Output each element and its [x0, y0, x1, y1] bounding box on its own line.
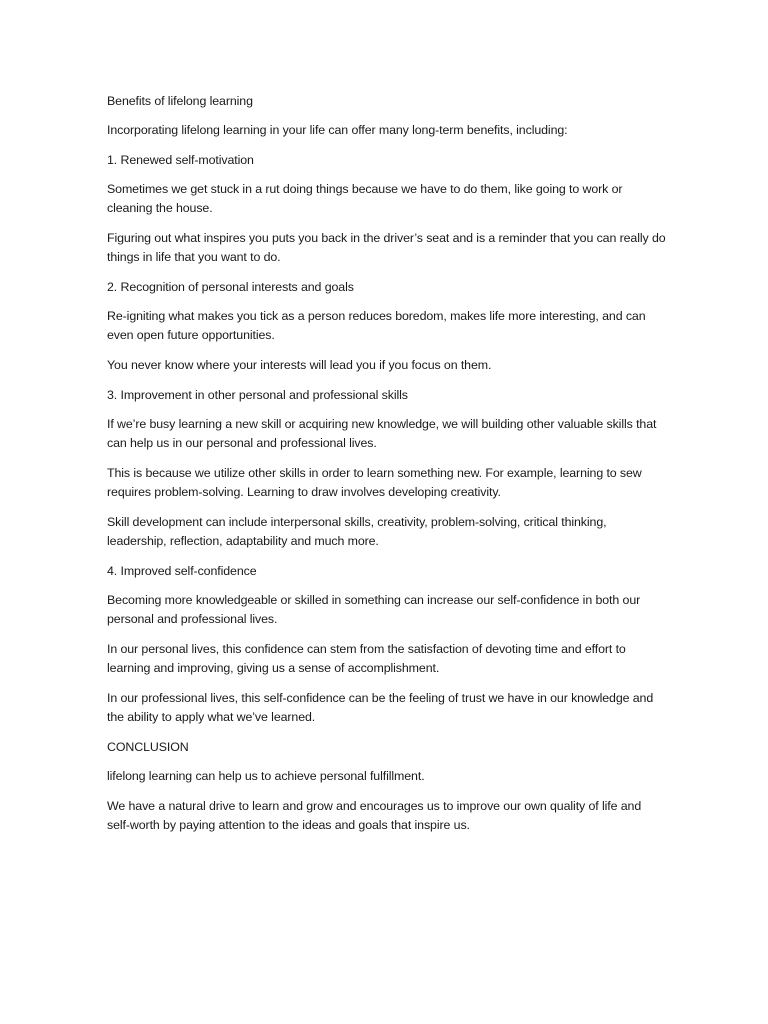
intro-paragraph: Incorporating lifelong learning in your life can offer many long-term benefits, including:: [107, 123, 568, 137]
conclusion-paragraph-2: We have a natural drive to learn and grow and encourages us to improve our own quality of life and self-worth by paying attention to the ideas and goals that inspire us.: [107, 799, 642, 832]
document-title: Benefits of lifelong learning: [107, 94, 253, 108]
section-2-paragraph-2: You never know where your interests will lead you if you focus on them.: [107, 358, 492, 372]
section-1-paragraph-2: Figuring out what inspires you puts you back in the driver’s seat and is a reminder that you can really do things in life that you want to do.: [107, 231, 666, 264]
section-3-paragraph-2: This is because we utilize other skills in order to learn something new. For example, learning to sew requires problem-solving. Learning to draw involves developing creativity.: [107, 466, 642, 499]
document-page: [107, 92, 667, 846]
section-3-paragraph-1: If we’re busy learning a new skill or acquiring new knowledge, we will building other valuable skills that can help us in our personal and professional lives.: [107, 417, 657, 450]
section-4-paragraph-1: Becoming more knowledgeable or skilled in something can increase our self-confidence in both our personal and professional lives.: [107, 593, 641, 626]
section-3-paragraph-3: Skill development can include interpersonal skills, creativity, problem-solving, critical thinking, leadership, reflection, adaptability and much more.: [107, 515, 607, 548]
section-heading-1: 1. Renewed self-motivation: [107, 153, 254, 167]
section-1-paragraph-1: Sometimes we get stuck in a rut doing things because we have to do them, like going to work or cleaning the house.: [107, 182, 623, 215]
conclusion-paragraph-1: lifelong learning can help us to achieve personal fulfillment.: [107, 769, 425, 783]
section-4-paragraph-3: In our professional lives, this self-confidence can be the feeling of trust we have in our knowledge and the ability to apply what we’ve learned.: [107, 691, 654, 724]
section-heading-2: 2. Recognition of personal interests and goals: [107, 280, 354, 294]
section-4-paragraph-2: In our personal lives, this confidence can stem from the satisfaction of devoting time and effort to learning and improving, giving us a sense of accomplishment.: [107, 642, 626, 675]
section-heading-3: 3. Improvement in other personal and professional skills: [107, 388, 408, 402]
section-heading-4: 4. Improved self-confidence: [107, 564, 257, 578]
conclusion-heading: CONCLUSION: [107, 740, 189, 754]
section-2-paragraph-1: Re-igniting what makes you tick as a person reduces boredom, makes life more interesting, and can even open future opportunities.: [107, 309, 646, 342]
